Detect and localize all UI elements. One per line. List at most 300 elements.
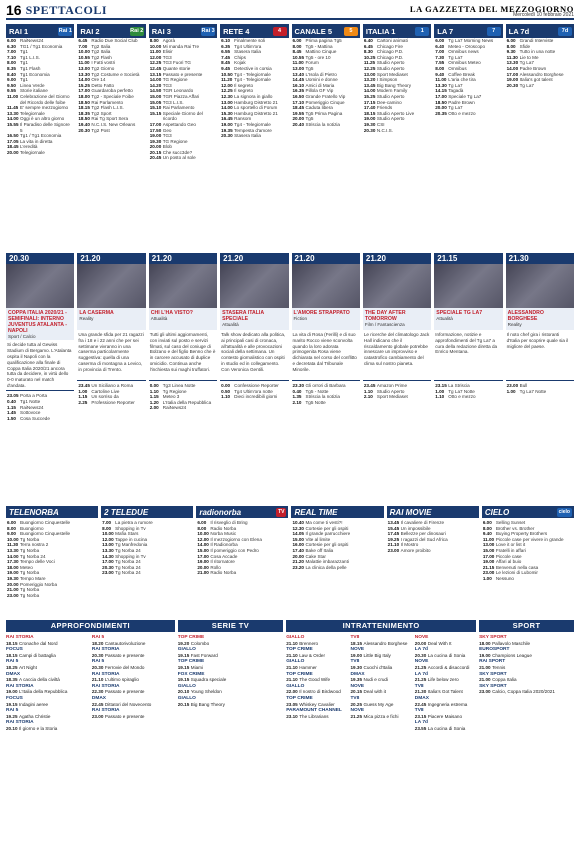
- program-time: 1.50: [7, 415, 16, 421]
- program-title: TG3: [162, 82, 172, 88]
- program-time: 14.00: [506, 65, 519, 71]
- program-time: 20.30: [102, 564, 114, 570]
- program-title: Tg4 - Telegiornale: [234, 71, 271, 77]
- program-time: 12.25: [221, 88, 233, 94]
- program-title: Little Big Italy: [363, 652, 391, 658]
- program-title: Accordi & disaccordi: [427, 664, 470, 670]
- program-time: 20.25: [350, 701, 362, 707]
- program-title: Otto e mezzo: [448, 394, 476, 400]
- program-title: Tg5: [305, 116, 314, 122]
- channel-label: TV8: [414, 708, 424, 714]
- program-title: Tg5 - Notte: [305, 388, 329, 394]
- prime-time-name: COPPA ITALIA 2020/21 - SEMIFINALI: INTERNO JUVENTUS ATALANTA - NAPOLI: [8, 310, 67, 334]
- program-list: [6, 518, 98, 612]
- channel-label: TV8: [414, 683, 424, 689]
- program-time: 12.00: [197, 536, 209, 542]
- program-time: 14.45: [292, 77, 304, 83]
- program-time: 2.10: [363, 394, 373, 400]
- program-time: 10.00: [102, 531, 114, 537]
- channel-label: TV8: [350, 635, 360, 640]
- program-title: Life below zero: [427, 677, 459, 683]
- channel-column: [149, 24, 217, 500]
- program-time: 8.00: [506, 43, 516, 49]
- program-title: Friends: [376, 105, 393, 111]
- program-row: [415, 702, 476, 708]
- program-title: Cake Star: [305, 553, 326, 559]
- prime-time-photo: [363, 264, 431, 308]
- channel-label: RAI STORIA: [6, 720, 34, 726]
- program-title: Cortesie per gli ospiti: [305, 542, 349, 548]
- program-title: E' sempre mezzogiorno: [20, 105, 69, 111]
- program-title: The Librarians: [299, 713, 329, 719]
- program-title: Tg Norba 24: [115, 547, 141, 553]
- program-title: Tg Norba: [20, 587, 40, 593]
- program-time: 17.30: [7, 559, 19, 565]
- program-title: Quante storie: [162, 65, 191, 71]
- program-title: Agorà: [162, 38, 176, 43]
- program-title: Brennero: [299, 640, 319, 646]
- program-time: 21.25: [414, 677, 427, 683]
- program-title: Hamburg Distretto 21: [234, 110, 278, 116]
- program-title: Tg La7 Morning News: [448, 38, 494, 43]
- program-time: 13.00: [292, 65, 304, 71]
- program-time: 15.00: [197, 547, 209, 553]
- program-title: Tg1: [20, 49, 28, 55]
- program-title: Deal with it: [363, 689, 386, 695]
- program-row: [351, 714, 412, 720]
- program-row: [286, 665, 347, 671]
- theme-title: APPROFONDIMENTI: [6, 620, 175, 632]
- program-title: Tg2 Italia: [91, 43, 111, 49]
- program-time: 6.00: [482, 520, 492, 525]
- program-title: Alessandro Borghese: [519, 71, 564, 77]
- channel-header: [363, 24, 431, 38]
- program-row: [293, 400, 359, 406]
- program-title: Porta a Porta: [20, 393, 48, 399]
- program-title: Tg2 Sport: [91, 110, 112, 116]
- program-title: Tg5 - Mattina: [305, 43, 333, 49]
- program-time: 21.15: [482, 564, 495, 570]
- program-time: 18.25: [6, 664, 18, 670]
- program-title: Storie italiane: [20, 88, 48, 94]
- program-title: Cartoni animati: [376, 38, 408, 43]
- program-time: 13.45: [363, 82, 376, 88]
- program-time: 18.00: [7, 564, 19, 570]
- program-time: 19.20: [177, 640, 190, 646]
- program-time: 20.30: [414, 652, 427, 658]
- program-time: 20.00: [292, 553, 304, 559]
- program-time: 21.25: [414, 664, 427, 670]
- program-title: Tagadà: [448, 88, 464, 94]
- program-time: 17.00: [78, 88, 90, 94]
- program-time: 13.30: [78, 71, 90, 77]
- program-title: TG3 Fuori TG: [162, 60, 191, 66]
- late-programs: [363, 380, 431, 428]
- program-title: Finalmente soli: [234, 38, 266, 43]
- channel-logo: Rai 2: [130, 28, 144, 34]
- program-row: [78, 400, 144, 406]
- program-time: 6.30: [7, 43, 16, 49]
- channel-column: [291, 506, 383, 614]
- program-time: 22.45: [414, 701, 427, 707]
- program-title: Meteo: [20, 564, 33, 570]
- late-programs: [220, 380, 288, 428]
- program-time: 14.05: [292, 531, 304, 537]
- program-title: Passato e presente: [104, 689, 145, 695]
- program-time: 8.45: [292, 49, 302, 55]
- program-title: Kojak: [234, 60, 246, 66]
- program-time: 18.50: [78, 99, 90, 105]
- program-time: 22.00: [286, 689, 298, 695]
- program-time: 10.55: [78, 54, 90, 60]
- program-time: 11.20: [221, 77, 233, 83]
- program-title: Tg4 Ultim'ora notte: [234, 388, 273, 394]
- theme-column: [351, 634, 412, 841]
- program-title: Tg1 Notte: [20, 399, 41, 404]
- program-title: Chips: [234, 54, 246, 60]
- program-row: [479, 689, 574, 695]
- theme-title: INTRATTENIMENTO: [286, 620, 476, 632]
- program-row: [415, 714, 476, 720]
- prime-time-title: [363, 308, 431, 330]
- prime-time-photo: [292, 264, 360, 308]
- program-title: Ferrovie del Mondo: [104, 664, 145, 670]
- channel-column: [220, 24, 288, 500]
- prime-time-title: [292, 308, 360, 330]
- program-row: [415, 665, 476, 671]
- theme-column: [178, 634, 283, 841]
- program-time: 23.00: [479, 689, 491, 695]
- program-time: 13.00: [102, 542, 114, 548]
- program-time: 13.30: [7, 547, 19, 553]
- program-title: Guess My Age: [363, 701, 394, 707]
- program-time: 14.00: [197, 542, 209, 548]
- program-time: 1.15: [7, 404, 16, 410]
- program-row: [178, 665, 283, 671]
- channel-header: [506, 24, 574, 38]
- program-title: Tennis: [492, 664, 506, 670]
- program-title: Tg Norba 24: [115, 564, 141, 570]
- program-time: 7.10: [7, 54, 16, 60]
- late-programs: [77, 380, 145, 428]
- channel-label: RAI 5: [6, 659, 19, 665]
- channel-column: [6, 24, 74, 500]
- channel-label: GIALLO: [177, 683, 196, 689]
- program-time: 6.40: [363, 38, 373, 43]
- program-title: Piccole case per vivere in grande: [495, 536, 564, 542]
- program-time: 23.00: [102, 570, 114, 576]
- program-title: Chicago P.D.: [376, 54, 404, 60]
- program-time: 10.25: [363, 54, 376, 60]
- channel-column: [196, 506, 288, 614]
- program-time: 9.45: [221, 65, 231, 71]
- channel-label: TV8: [350, 695, 360, 701]
- program-time: 13.00: [78, 65, 90, 71]
- program-title: Radio Due Social Club: [91, 38, 138, 43]
- program-time: 9.00: [7, 531, 16, 537]
- program-time: 1.45: [7, 410, 16, 416]
- channel-logo: 4: [273, 27, 287, 36]
- program-row: [364, 394, 430, 400]
- program-title: Tg La7: [519, 60, 534, 66]
- program-time: 17.40: [292, 547, 304, 553]
- prime-time-description: Le ricerche del climatologo Jack Hall indicano che il riscaldamento globale potrebbe innescare un improvviso e catastrofico cambiamento del clima sul nostro pianeta.: [363, 332, 430, 366]
- program-title: Telegiornale: [20, 110, 45, 116]
- channel-label: GIALLO: [286, 659, 305, 665]
- program-title: Forum: [305, 60, 319, 66]
- prime-time-description: Informazione, notizie e approfondimenti del Tg La7 a cura della redazione diretta da Enrico Mentana.: [435, 332, 498, 355]
- program-title: Tg2 - Speciale Foibe: [91, 93, 134, 99]
- program-time: 11.00: [482, 536, 495, 542]
- program-title: Oggi è un altro giorno: [20, 116, 65, 122]
- program-time: 14.20: [149, 82, 162, 88]
- prime-time-photo: [434, 264, 502, 308]
- late-programs: [6, 390, 74, 438]
- program-time: 11.00: [435, 77, 447, 83]
- channel-label: TOP CRIME: [177, 635, 205, 640]
- program-time: 20.30: [91, 664, 104, 670]
- program-time: 6.00: [7, 520, 16, 525]
- program-time: 23.05: [7, 393, 19, 399]
- prime-time-description: Tutti gli ultimi aggiornamenti, con inviati sul posto e servizi filmati, sul caso del coniuge di Bolzano e del figlio Benno che è in carcere accusato di duplice omicidio. Continua anche l'inchiesta sui maghi truffatori.: [149, 332, 216, 372]
- program-title: Speciale Giorno del ricordo: [162, 110, 203, 122]
- program-time: 12.00: [102, 536, 114, 542]
- program-time: 21.10: [286, 640, 298, 646]
- program-row: [92, 641, 175, 647]
- program-time: 7.30: [435, 54, 445, 60]
- prime-time-title: [149, 308, 217, 330]
- program-title: Terra nostra 2: [20, 542, 49, 548]
- program-time: 6.00: [435, 38, 445, 43]
- program-time: 13.30: [102, 547, 114, 553]
- program-title: Malattie imbarazzanti: [305, 559, 349, 565]
- program-title: Tg Norba: [20, 570, 40, 576]
- program-time: 7.45: [221, 54, 231, 60]
- prime-time-genre: Fiction: [293, 316, 308, 321]
- program-row: [221, 133, 287, 139]
- channel-label: FOCUS: [6, 647, 23, 653]
- program-row: [286, 714, 347, 720]
- channel-header: [6, 506, 98, 518]
- program-title: Detto Fatto: [91, 82, 115, 88]
- program-time: 19.00: [506, 77, 519, 83]
- program-row: [78, 128, 144, 134]
- channel-logo: 7: [487, 27, 501, 36]
- channel-header: [149, 24, 217, 38]
- program-time: 6.35: [221, 43, 231, 49]
- channel-label: RAI 5: [91, 635, 105, 640]
- prime-time-title: [434, 308, 502, 330]
- program-title: Tg4 Ultim'ora: [234, 43, 262, 49]
- prime-time: 20.30: [6, 253, 74, 264]
- program-time: 23.20: [292, 564, 304, 570]
- program-time: 1.10: [221, 394, 231, 400]
- program-time: 8.00: [7, 525, 16, 531]
- program-time: 1.00: [482, 575, 492, 581]
- program-time: 10.00: [78, 49, 90, 55]
- program-title: Indagini aeree: [19, 701, 49, 707]
- channel-label: TOP CRIME: [286, 671, 313, 677]
- program-title: Tg2 Italia: [91, 49, 111, 55]
- program-title: Art Night: [19, 664, 37, 670]
- theme-column: [92, 634, 175, 841]
- program-time: 0.40: [292, 388, 302, 394]
- program-row: [197, 570, 287, 576]
- program-row: [7, 122, 73, 133]
- prime-time-genre: Film / Fantascienza: [364, 322, 405, 327]
- program-title: Mattino Cinque: [305, 49, 337, 55]
- program-title: Il cavaliere di Firenze: [400, 520, 445, 525]
- channel-column: [292, 24, 360, 500]
- prime-time-description: Una grande sfida per 21 ragazzi fra i 18 e i 22 anni che per sei settimane vivranno in una caserma particolarmente suggestiva: quella di una caserma di montagna a Levico, in provincia di Trento.: [78, 332, 144, 372]
- program-title: I ragazzi del Sud Africa: [400, 536, 448, 542]
- program-row: [479, 665, 574, 671]
- program-time: 8.00: [7, 60, 16, 66]
- program-row: [351, 677, 412, 683]
- program-time: 14.00: [149, 77, 162, 83]
- program-title: Ransom: [234, 116, 252, 122]
- program-title: TG3 L.I.S.: [162, 99, 184, 105]
- program-time: 8.35: [7, 65, 16, 71]
- program-title: Il mezzogiorno con Elena: [210, 536, 262, 542]
- program-time: 6.55: [221, 49, 231, 55]
- prime-time-genre: Reality: [79, 316, 94, 321]
- program-title: Mi manda Rai Tre: [162, 43, 200, 49]
- prime-time-name: LA CASERMA: [79, 310, 114, 316]
- prime-time-genre: Attualità: [150, 316, 168, 321]
- program-title: Il Mostro: [400, 542, 419, 548]
- program-title: Il pomeriggio con Pedro: [210, 547, 259, 553]
- section-title: SPETTACOLI: [25, 3, 108, 17]
- prime-time-name: L'AMORE STRAPPATO: [293, 310, 350, 316]
- channel-header: [220, 24, 288, 38]
- program-title: Buongiorno Cinquestelle: [20, 531, 71, 537]
- program-title: Amici di Maria: [305, 82, 335, 88]
- program-time: 19.00: [197, 559, 209, 565]
- channel-name: REAL TIME: [294, 507, 338, 517]
- channel-label: NOVE: [350, 683, 365, 689]
- theme-title: SPORT: [479, 620, 574, 632]
- channel-label: LA 7d: [414, 720, 428, 726]
- channel-logo: 1: [415, 27, 429, 36]
- program-title: La Striscia: [448, 383, 470, 388]
- program-time: 12.30: [221, 93, 233, 99]
- program-title: Tg Norba: [20, 547, 40, 553]
- program-time: 17.00: [506, 71, 519, 77]
- program-title: Vite al limite: [305, 536, 331, 542]
- program-title: Italia's Got Talent: [427, 689, 463, 695]
- program-time: 16.10: [292, 82, 304, 88]
- program-time: 10.00: [7, 536, 19, 542]
- program-time: 19.30: [149, 138, 162, 144]
- program-title: Dee-camino: [376, 99, 402, 105]
- program-time: 20.00: [414, 640, 427, 646]
- program-time: 0.40: [7, 399, 16, 404]
- program-time: 23.15: [435, 383, 447, 388]
- prime-time-photo: [6, 264, 74, 308]
- program-time: 2.00: [149, 405, 159, 411]
- prime-time-title: [506, 308, 574, 330]
- program-time: 20.00: [292, 116, 304, 122]
- channel-logo: 5: [344, 27, 358, 36]
- channel-label: SKY SPORT: [479, 671, 507, 677]
- program-row: [92, 653, 175, 659]
- program-time: 19.25: [387, 536, 400, 542]
- channel-name: CANALE 5: [294, 26, 333, 36]
- program-title: Colombo: [190, 640, 210, 646]
- channel-name: RAI 2: [80, 26, 100, 36]
- program-title: Meteo 3: [162, 394, 180, 400]
- program-title: TGR Leonardo: [162, 88, 194, 94]
- program-title: Che succ3de?: [162, 149, 193, 155]
- program-list: [387, 518, 479, 612]
- channel-column: [101, 506, 193, 614]
- program-title: Radio Norba: [210, 525, 237, 531]
- program-title: TG1 / Tg1 Economia: [20, 43, 63, 49]
- late-programs: [434, 380, 502, 428]
- program-title: Bellezze per dinosauri: [400, 531, 446, 537]
- program-row: [150, 405, 216, 411]
- program-title: Tg4 - Telegiornale: [234, 121, 271, 127]
- program-row: [150, 111, 216, 122]
- program-time: 11.00: [78, 60, 90, 66]
- program-time: 1.15: [78, 394, 88, 400]
- channel-header: [291, 506, 383, 518]
- program-title: RaiNews24: [20, 404, 44, 410]
- program-title: Tg Norba: [20, 536, 40, 542]
- program-time: 0.00: [149, 383, 159, 388]
- program-time: 21.25: [350, 713, 362, 719]
- program-title: Miami: [190, 664, 203, 670]
- program-title: Campi di battaglia: [19, 652, 56, 658]
- program-title: Omnibus Meteo: [448, 60, 481, 66]
- program-title: Tg Norba 24: [115, 559, 141, 565]
- theme-body: [286, 632, 476, 841]
- program-time: 23.00: [387, 547, 400, 553]
- program-row: [292, 565, 382, 571]
- program-row: [507, 389, 573, 395]
- program-time: 20.00: [7, 581, 19, 587]
- program-row: [286, 677, 347, 683]
- program-row: [7, 150, 73, 156]
- program-time: 19.30: [363, 121, 376, 127]
- channel-name: RAI MOVIE: [389, 507, 432, 517]
- channel-label: GIALLO: [286, 635, 305, 640]
- program-title: Il segreto: [234, 88, 254, 94]
- program-title: Tg Manfredonia: [115, 542, 148, 548]
- theme-block: [286, 620, 476, 841]
- program-title: Sport Mediaset: [376, 71, 408, 77]
- program-title: L'Italia della Repubblica: [162, 399, 212, 405]
- program-title: Fast Forward: [190, 652, 218, 658]
- program-title: Il giorno e la Storia: [19, 725, 58, 731]
- program-title: Champions League: [492, 652, 532, 658]
- channel-header: [482, 506, 574, 518]
- program-title: I Simpson: [376, 77, 398, 83]
- program-time: 21.00: [197, 570, 209, 576]
- program-title: Benvenuti nella casa: [495, 564, 539, 570]
- program-row: [178, 641, 283, 647]
- program-row: [351, 653, 412, 659]
- program-title: La clinica della pelle: [305, 564, 347, 570]
- channel-label: TOP CRIME: [286, 695, 313, 701]
- program-row: [178, 689, 283, 695]
- program-title: Ore 14: [91, 77, 106, 83]
- program-time: 20.00: [7, 149, 19, 155]
- program-title: L'Isola di Pietro: [305, 71, 337, 77]
- prime-time-genre: Reality: [507, 322, 522, 327]
- theme-column: [479, 634, 574, 841]
